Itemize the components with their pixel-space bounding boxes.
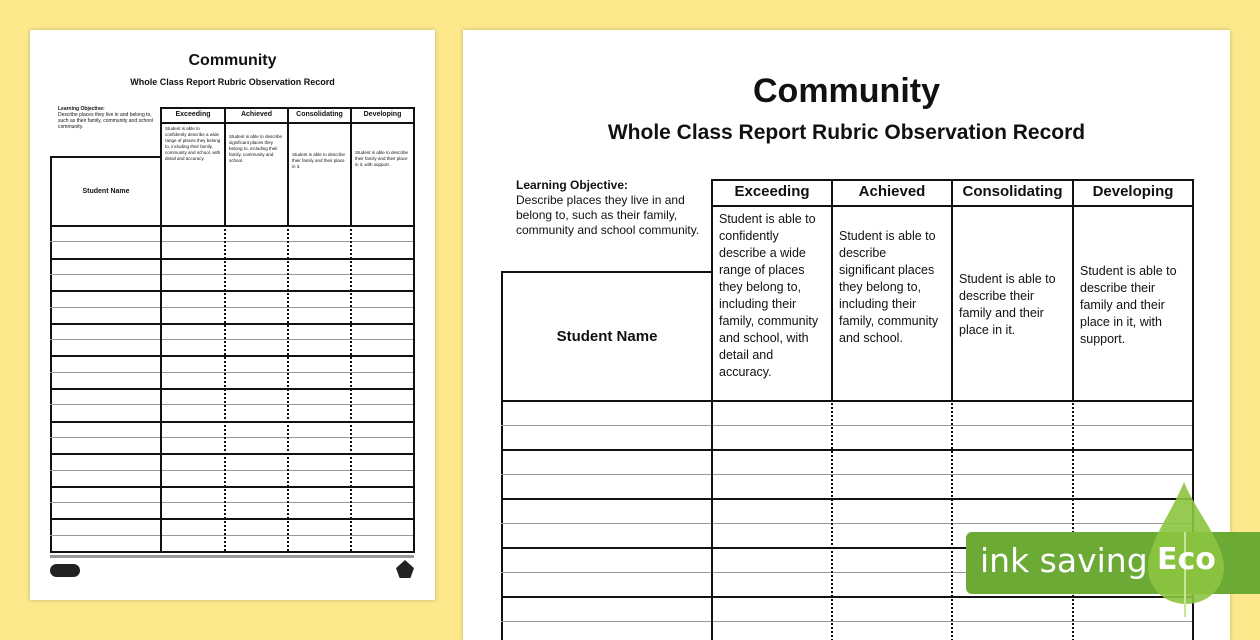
column-divider	[711, 400, 713, 640]
row-divider	[50, 339, 413, 340]
col-header-consolidating: Consolidating	[287, 107, 352, 124]
student-name-cell[interactable]	[52, 455, 160, 469]
student-name-cell[interactable]	[52, 227, 160, 241]
student-name-cell[interactable]	[503, 500, 711, 523]
col-description: Student is able to describe significant places they belong to, including their family, community and school.	[831, 205, 953, 402]
student-name-header: Student Name	[501, 271, 713, 402]
col-header-exceeding: Exceeding	[711, 179, 833, 207]
student-name-cell[interactable]	[52, 292, 160, 306]
col-header-consolidating: Consolidating	[951, 179, 1074, 207]
row-divider	[50, 372, 413, 373]
column-divider	[951, 400, 953, 640]
thumb-subtitle: Whole Class Report Rubric Observation Record	[30, 77, 435, 87]
col-description: Student is able to describe their family and their place in it.	[287, 122, 352, 227]
col-header-achieved: Achieved	[831, 179, 953, 207]
row-divider	[50, 404, 413, 405]
thumb-objective-text: Describe places they live in and belong to, such as their family, community and school community.	[58, 112, 153, 130]
column-divider	[350, 225, 352, 551]
student-name-cell[interactable]	[52, 390, 160, 404]
row-divider	[50, 470, 413, 471]
thumb-objective	[58, 106, 162, 130]
student-name-cell[interactable]	[503, 623, 711, 640]
student-name-cell[interactable]	[52, 276, 160, 290]
col-header-exceeding: Exceeding	[160, 107, 226, 124]
student-name-cell[interactable]	[52, 341, 160, 355]
column-divider	[160, 225, 162, 551]
student-name-cell[interactable]	[52, 243, 160, 257]
student-name-cell[interactable]	[52, 325, 160, 339]
row-divider	[50, 437, 413, 438]
col-description: Student is able to confidently describe a wide range of places they belong to, including their family, community and school, with detail and accuracy.	[711, 205, 833, 402]
col-description: Student is able to describe their family and their place in it.	[951, 205, 1074, 402]
column-divider	[831, 400, 833, 640]
col-description: Student is able to describe their family and their place in it, with support.	[350, 122, 415, 227]
col-description: Student is able to confidently describe a wide range of places they belong to, including their family, community and school, with detail and accuracy.	[160, 122, 226, 227]
col-header-developing: Developing	[350, 107, 415, 124]
student-name-cell[interactable]	[503, 427, 711, 450]
student-name-cell[interactable]	[52, 260, 160, 274]
row-divider	[50, 535, 413, 536]
student-name-cell[interactable]	[503, 451, 711, 474]
objective-text: Describe places they live in and belong to, such as their family, community and school community.	[516, 193, 699, 237]
badge-text: ink saving	[980, 541, 1148, 580]
row-divider	[501, 425, 1192, 426]
thumbnail-page	[30, 30, 435, 600]
objective-label: Learning Objective:	[516, 178, 628, 192]
student-name-cell[interactable]	[52, 423, 160, 437]
eco-label: Eco	[1157, 542, 1216, 577]
student-name-cell[interactable]	[52, 374, 160, 388]
student-name-cell[interactable]	[52, 406, 160, 420]
learning-objective	[516, 178, 706, 238]
column-divider	[1072, 400, 1074, 640]
student-name-cell[interactable]	[52, 357, 160, 371]
publisher-logo	[50, 564, 80, 577]
thumb-title: Community	[30, 52, 435, 70]
col-description: Student is able to describe significant places they belong to, including their family, community and school.	[224, 122, 289, 227]
col-description: Student is able to describe their family and their place in it, with support.	[1072, 205, 1194, 402]
student-name-cell[interactable]	[52, 537, 160, 551]
student-name-cell[interactable]	[52, 488, 160, 502]
student-name-cell[interactable]	[503, 525, 711, 548]
column-divider	[287, 225, 289, 551]
row-divider	[501, 523, 1192, 524]
student-name-cell[interactable]	[52, 309, 160, 323]
student-name-cell[interactable]	[503, 402, 711, 425]
row-divider	[501, 474, 1192, 475]
student-name-cell[interactable]	[503, 476, 711, 499]
thumb-objective-label: Learning Objective:	[58, 106, 105, 112]
column-divider	[224, 225, 226, 551]
student-name-header: Student Name	[50, 156, 162, 227]
footer-divider	[50, 555, 414, 558]
student-name-cell[interactable]	[503, 598, 711, 621]
student-name-cell[interactable]	[52, 504, 160, 518]
student-name-cell[interactable]	[52, 520, 160, 534]
row-divider	[50, 274, 413, 275]
row-divider	[50, 241, 413, 242]
page-subtitle: Whole Class Report Rubric Observation Record	[463, 121, 1230, 145]
page-title: Community	[463, 72, 1230, 111]
row-divider	[501, 621, 1192, 622]
student-name-cell[interactable]	[52, 439, 160, 453]
col-header-achieved: Achieved	[224, 107, 289, 124]
row-divider	[50, 307, 413, 308]
student-name-cell[interactable]	[52, 472, 160, 486]
row-divider	[50, 502, 413, 503]
student-name-cell[interactable]	[503, 549, 711, 572]
student-name-cell[interactable]	[503, 574, 711, 597]
eco-logo-icon	[396, 560, 414, 578]
col-header-developing: Developing	[1072, 179, 1194, 207]
